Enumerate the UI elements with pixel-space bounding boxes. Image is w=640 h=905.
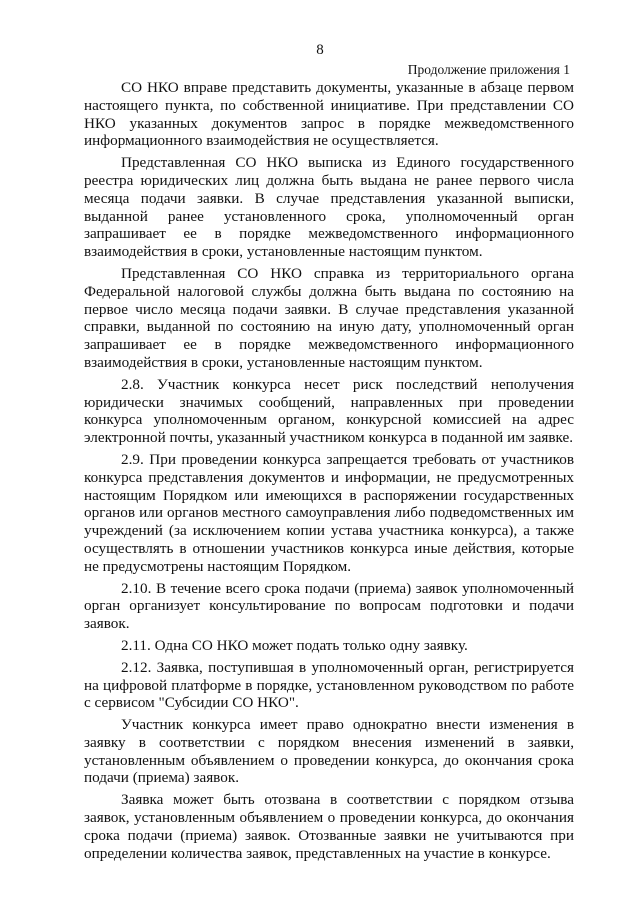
paragraph: 2.10. В течение всего срока подачи (приема) заявок уполномоченный орган организует консультирование по вопросам подготовки и подачи заявок. xyxy=(84,579,574,633)
paragraph: Участник конкурса имеет право однократно внести изменения в заявку в соответствии с порядком внесения изменений в заявки, установленным объявлением о проведении конкурса, до окончания срока подачи (приема) заявок. xyxy=(84,716,574,787)
page-number: 8 xyxy=(316,42,324,58)
paragraph: СО НКО вправе представить документы, указанные в абзаце первом настоящего пункта, по собственной инициативе. При представлении СО НКО указанных документов запрос в порядке межведомственного информационного взаимодействия не осуществляется. xyxy=(84,79,574,150)
paragraph: Представленная СО НКО выписка из Единого государственного реестра юридических лиц должна быть выдана не ранее первого числа месяца подачи заявки. В случае представления указанной выписки, выданной ранее установленного срока, уполномоченный орган запрашивает ее в порядке межведомственного информационного взаимодействия в сроки, установленные настоящим пунктом. xyxy=(84,154,574,261)
paragraph: 2.8. Участник конкурса несет риск последствий неполучения юридически значимых сообщений, направленных при проведении конкурса уполномоченным органом, конкурсной комиссией на адрес электронной почты, указанный участником конкурса в поданной им заявке. xyxy=(84,375,574,447)
paragraph: Представленная СО НКО справка из территориального органа Федеральной налоговой службы должна быть выдана по состоянию на первое число месяца подачи заявки. В случае представления указанной справки, выданной по состоянию на иную дату, уполномоченный орган запрашивает ее в порядке межведомственного информационного взаимодействия в сроки, установленные настоящим пунктом. xyxy=(84,264,574,371)
paragraph: 2.12. Заявка, поступившая в уполномоченный орган, регистрируется на цифровой платформе в порядке, установленном руководством по работе с сервисом "Субсидии СО НКО". xyxy=(84,658,574,712)
paragraph: 2.9. При проведении конкурса запрещается требовать от участников конкурса представления документов и информации, не предусмотренных настоящим Порядком или имеющихся в распоряжении государственных органов или органов местного самоуправления либо подведомственных им учреждений (за исключением копии устава участника конкурса), а также осуществлять в отношении участников конкурса иные действия, которые не предусмотрены настоящим Порядком. xyxy=(84,450,574,575)
paragraph: Заявка может быть отозвана в соответствии с порядком отзыва заявок, установленным объявлением о проведении конкурса, до окончания срока подачи (приема) заявок. Отозванные заявки не учитываются при определении количества заявок, представленных на участие в конкурсе. xyxy=(84,791,574,862)
continuation-note: Продолжение приложения 1 xyxy=(407,62,570,77)
paragraph: 2.11. Одна СО НКО может подать только одну заявку. xyxy=(121,636,468,654)
document-body xyxy=(84,79,574,866)
